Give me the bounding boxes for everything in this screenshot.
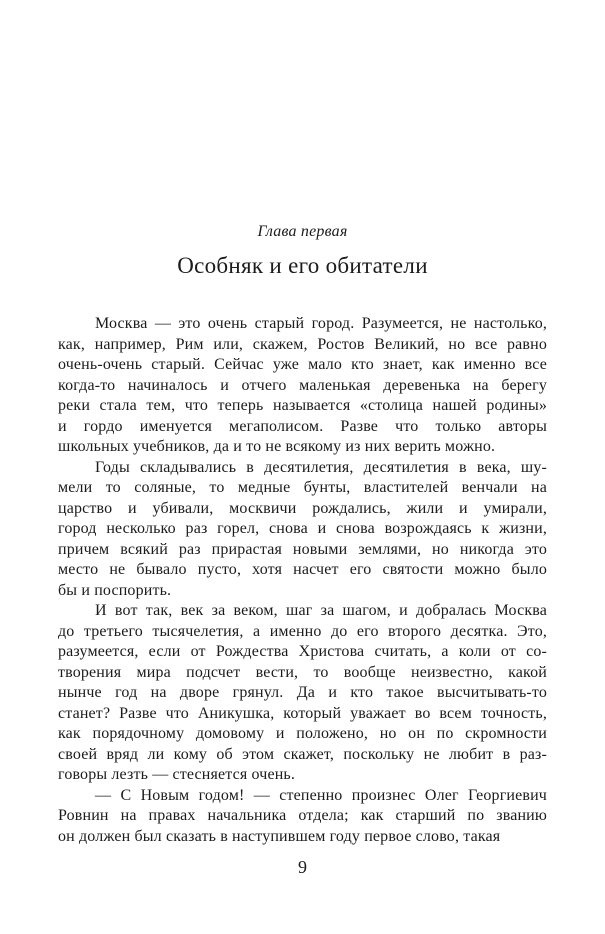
chapter-heading: Глава первая: [257, 223, 348, 240]
text-line: Москва — это очень старый город. Разумеется, не настолько,: [95, 315, 547, 332]
text-line: станет? Разве что Аникушка, который уважает во всем точность,: [58, 704, 547, 722]
text-line: мели то соляные, то медные бунты, властителей венчали на: [58, 479, 547, 496]
text-line: реки стала тем, что теперь называется «столица нашей родины»: [58, 397, 547, 414]
text-line: своей вряд ли кому об этом скажет, поскольку не любит в раз-: [58, 745, 547, 763]
text-line: творения мира подсчет вести, то вообще неизвестно, какой: [58, 663, 547, 681]
text-line: как порядочному домовому и положено, но он по скромности: [58, 725, 547, 742]
text-line: школьных учебников, да и то не всякому из них верить можно.: [58, 438, 496, 455]
text-line: нынче год на дворе грянул. Да и кто такое высчитывать-то: [58, 684, 547, 701]
body-text: [58, 314, 547, 847]
text-line: царство и убивали, москвичи рождались, жили и умирали,: [58, 499, 547, 517]
text-line: место не бывало пусто, хотя насчет его святости можно было: [58, 561, 547, 578]
text-line: до третьего тысячелетия, а именно до его второго десятка. Это,: [58, 622, 547, 640]
text-line: говоры лезть — стесняется очень.: [58, 766, 296, 783]
text-line: когда-то начиналось и отчего маленькая деревенька на берегу: [58, 376, 547, 394]
text-line: причем всякий раз прирастая новыми землями, но никогда это: [58, 540, 547, 558]
paragraph: [58, 601, 547, 786]
text-line: разумеется, если от Рождества Христова считать, а коли от со-: [58, 643, 547, 660]
paragraph: [58, 314, 547, 458]
page-title: Особняк и его обитатели: [177, 253, 428, 278]
text-line: он должен был сказать в наступившем году первое слово, такая: [58, 827, 501, 845]
text-line: как, например, Рим или, скажем, Ростов Великий, но все равно: [58, 335, 547, 353]
paragraph: [58, 458, 547, 602]
text-line: очень-очень старый. Сейчас уже мало кто знает, как именно все: [58, 356, 547, 373]
paragraph: [58, 786, 547, 848]
text-line: Годы складывались в десятилетия, десятилетия в века, шу-: [95, 458, 547, 476]
text-line: Ровнин на правах начальника отдела; как старший по званию: [58, 807, 547, 824]
text-line: и гордо именуется мегаполисом. Разве что только авторы: [58, 417, 547, 435]
text-line: И вот так, век за веком, шаг за шагом, и добралась Москва: [95, 602, 547, 619]
text-line: город несколько раз горел, снова и снова возрождаясь к жизни,: [58, 520, 547, 537]
page-number: 9: [298, 857, 307, 877]
text-line: бы и поспорить.: [58, 581, 172, 599]
text-line: — С Новым годом! — степенно произнес Олег Георгиевич: [95, 786, 547, 804]
